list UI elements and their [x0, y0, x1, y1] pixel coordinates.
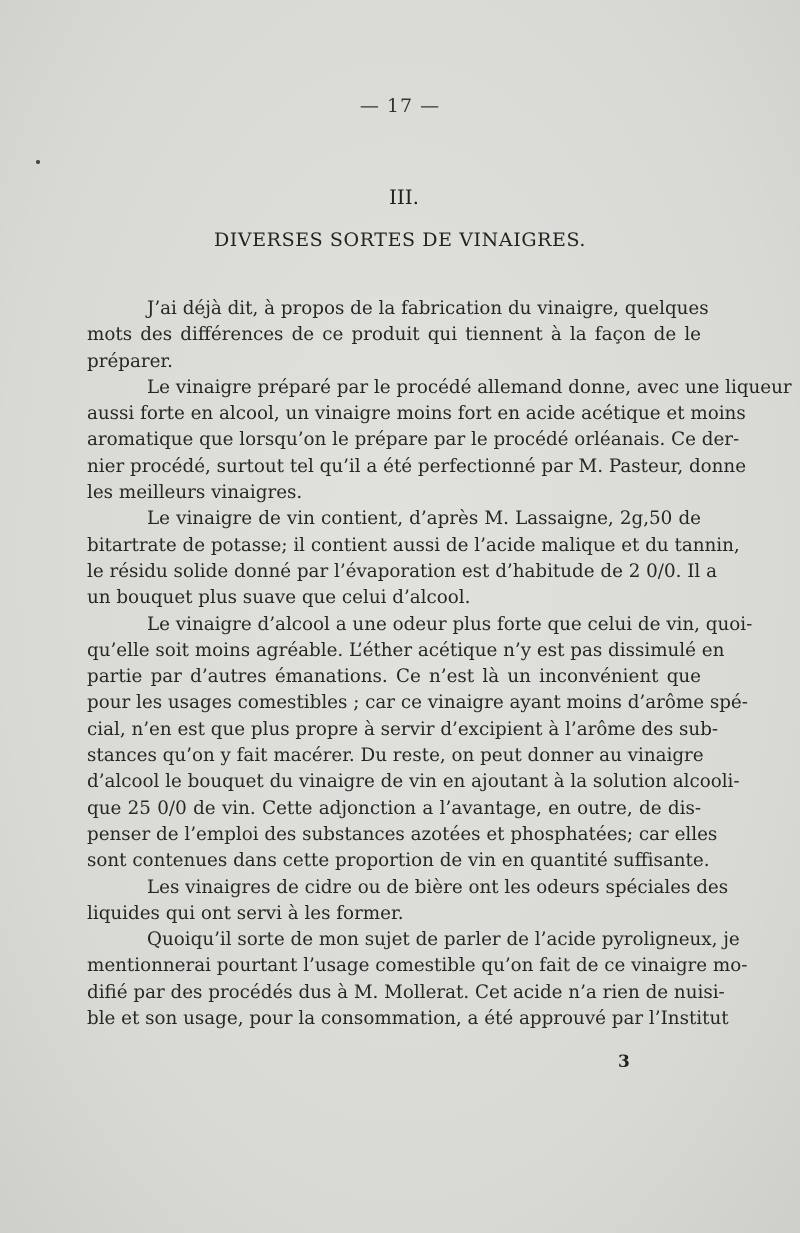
- text-line: Le vinaigre d’alcool a une odeur plus forte que celui de vin, quoi-: [147, 613, 753, 635]
- text-line: Les vinaigres de cidre ou de bière ont les odeurs spéciales des: [147, 876, 729, 898]
- paragraph: [87, 375, 792, 506]
- text-line: nier procédé, surtout tel qu’il a été perfectionné par M. Pasteur, donne: [87, 455, 747, 477]
- text-line: mentionnerai pourtant l’usage comestible qu’on fait de ce vinaigre mo-: [87, 955, 748, 977]
- text-line: les meilleurs vinaigres.: [87, 482, 303, 504]
- margin-spot: [36, 160, 40, 164]
- paragraph: [87, 506, 740, 611]
- text-line: pour les usages comestibles ; car ce vinaigre ayant moins d’arôme spé-: [87, 692, 748, 714]
- text-line: sont contenues dans cette proportion de vin en quantité suffisante.: [87, 850, 710, 872]
- text-line: aromatique que lorsqu’on le prépare par le procédé orléanais. Ce der-: [87, 429, 740, 451]
- text-line: d’alcool le bouquet du vinaigre de vin en ajoutant à la solution alcooli-: [87, 771, 740, 793]
- text-line: un bouquet plus suave que celui d’alcool.: [87, 587, 471, 609]
- text-line: mots des différences de ce produit qui tiennent à la façon de le: [87, 324, 701, 346]
- text-line: difié par des procédés dus à M. Mollerat. Cet acide n’a rien de nuisi-: [87, 981, 725, 1003]
- text-line: Le vinaigre préparé par le procédé allemand donne, avec une liqueur: [147, 376, 792, 398]
- text-line: qu’elle soit moins agréable. L’éther acétique n’y est pas dissimulé en: [87, 639, 725, 661]
- body-text: [87, 296, 792, 1032]
- text-line: que 25 0/0 de vin. Cette adjonction a l’avantage, en outre, de dis-: [87, 797, 701, 819]
- signature-mark: 3: [618, 1052, 630, 1072]
- text-line: préparer.: [87, 350, 173, 372]
- text-line: ble et son usage, pour la consommation, a été approuvé par l’Institut: [87, 1008, 729, 1030]
- text-line: stances qu’on y fait macérer. Du reste, on peut donner au vinaigre: [87, 745, 704, 767]
- section-title: DIVERSES SORTES DE VINAIGRES.: [213, 229, 587, 251]
- paragraph: [87, 927, 748, 1032]
- text-line: Le vinaigre de vin contient, d’après M. Lassaigne, 2g,50 de: [147, 508, 701, 530]
- page-number: — 17 —: [359, 95, 441, 117]
- text-line: penser de l’emploi des substances azotées et phosphatées; car elles: [87, 823, 718, 845]
- text-line: bitartrate de potasse; il contient aussi de l’acide malique et du tannin,: [87, 534, 740, 556]
- text-line: cial, n’en est que plus propre à servir d’excipient à l’arôme des sub-: [87, 718, 719, 740]
- text-line: aussi forte en alcool, un vinaigre moins fort en acide acétique et moins: [87, 403, 746, 425]
- paragraph: [87, 296, 709, 375]
- text-line: le résidu solide donné par l’évaporation est d’habitude de 2 0/0. Il a: [87, 560, 717, 582]
- paragraph: [87, 875, 729, 928]
- section-number: III.: [388, 185, 420, 209]
- text-line: Quoiqu’il sorte de mon sujet de parler de l’acide pyroligneux, je: [147, 929, 740, 951]
- text-line: liquides qui ont servi à les former.: [87, 902, 404, 924]
- paragraph: [87, 612, 753, 875]
- text-line: J’ai déjà dit, à propos de la fabrication du vinaigre, quelques: [147, 298, 709, 319]
- text-line: partie par d’autres émanations. Ce n’est là un inconvénient que: [87, 666, 701, 688]
